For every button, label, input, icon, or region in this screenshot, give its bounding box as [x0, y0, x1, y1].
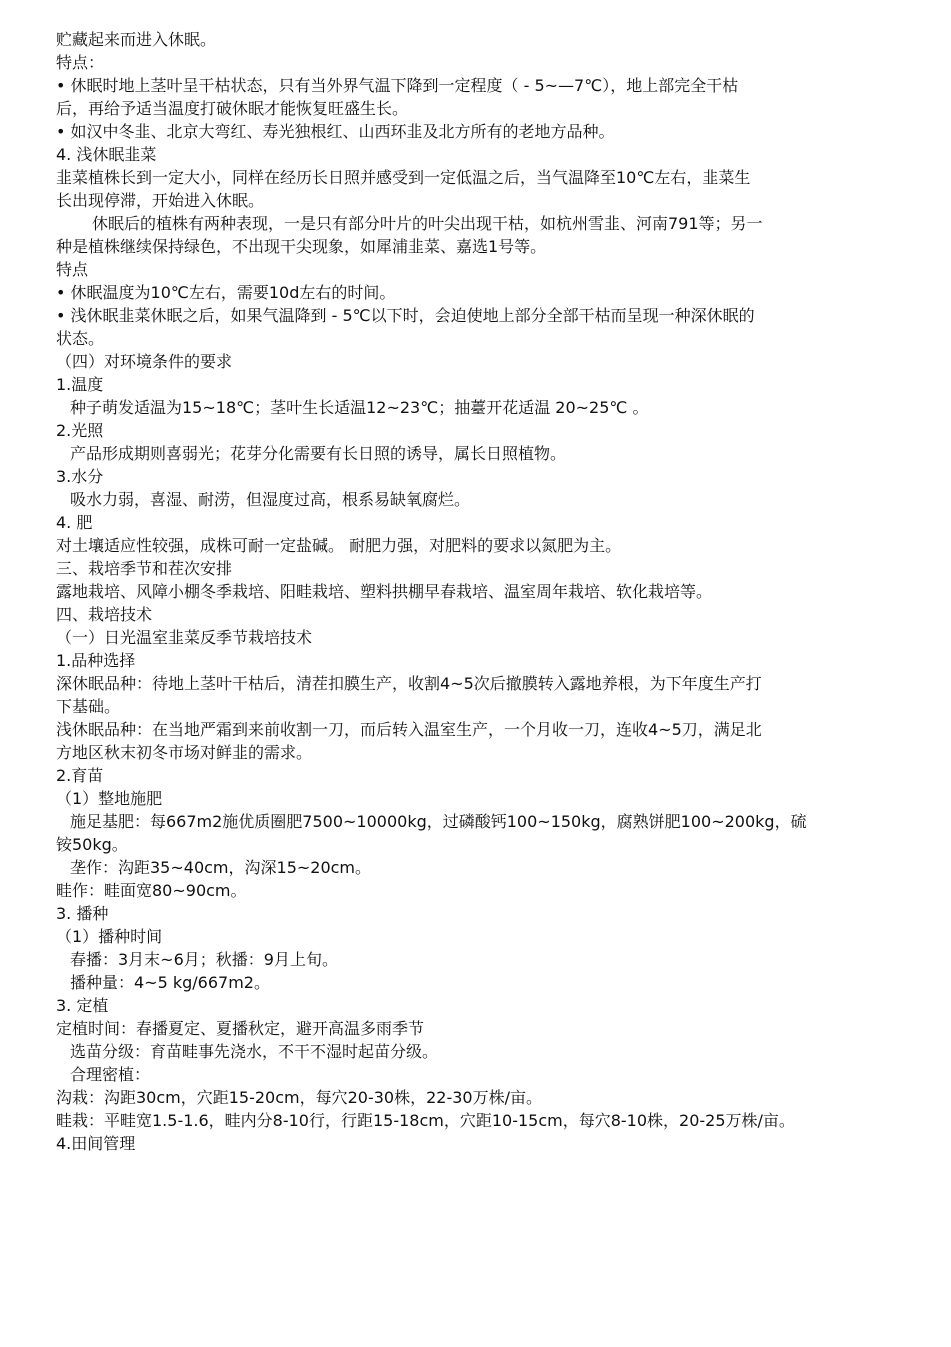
text-line: 种子萌发适温为15~18℃；茎叶生长适温12~23℃；抽薹开花适温 20~25℃ 。 — [70, 398, 649, 417]
bullet-line: • 浅休眠韭菜休眠之后，如果气温降到 - 5℃以下时，会迫使地上部分全部干枯而呈现一种深休眠的 — [56, 306, 755, 325]
section-heading: 四、栽培技术 — [56, 605, 153, 624]
text-line: 长出现停滞，开始进入休眠。 — [56, 191, 265, 210]
bullet-line: • 休眠时地上茎叶呈干枯状态，只有当外界气温下降到一定程度（ - 5~—7℃），地上部完全干枯 — [56, 76, 739, 95]
text-line: 浅休眠品种：在当地严霜到来前收割一刀，而后转入温室生产，一个月收一刀，连收4~5刀，满足北 — [56, 720, 762, 739]
section-heading: （1）播种时间 — [56, 927, 163, 946]
text-line: 状态。 — [56, 329, 105, 348]
text-line: 产品形成期则喜弱光；花芽分化需要有长日照的诱导，属长日照植物。 — [70, 444, 567, 463]
text-line: 特点 — [56, 260, 89, 279]
text-line: 深休眠品种：待地上茎叶干枯后，清茬扣膜生产，收割4~5次后撤膜转入露地养根，为下年度生产打 — [56, 674, 762, 693]
text-line: 后，再给予适当温度打破休眠才能恢复旺盛生长。 — [56, 99, 409, 118]
text-line: 贮藏起来而进入休眠。 — [56, 30, 217, 49]
section-heading: 4.田间管理 — [56, 1134, 136, 1153]
text-line: 合理密植： — [70, 1065, 151, 1084]
section-heading: 4. 浅休眠韭菜 — [56, 145, 157, 164]
bullet-line: • 休眠温度为10℃左右，需要10d左右的时间。 — [56, 283, 396, 302]
section-heading: 三、栽培季节和茬次安排 — [56, 559, 233, 578]
text-line: 方地区秋末初冬市场对鲜韭的需求。 — [56, 743, 313, 762]
text-line: 选苗分级：育苗畦事先浇水，不干不湿时起苗分级。 — [70, 1042, 439, 1061]
text-line: 下基础。 — [56, 697, 121, 716]
text-line: 播种量：4~5 kg/667m2。 — [70, 973, 270, 992]
text-line: 铵50kg。 — [56, 835, 128, 854]
section-heading: 3.水分 — [56, 467, 104, 486]
text-line: 种是植株继续保持绿色，不出现干尖现象，如犀浦韭菜、嘉选1号等。 — [56, 237, 547, 256]
text-line: 休眠后的植株有两种表现，一是只有部分叶片的叶尖出现干枯，如杭州雪韭、河南791等；另一 — [92, 214, 763, 233]
text-line: 对土壤适应性较强，成株可耐一定盐碱。 耐肥力强，对肥料的要求以氮肥为主。 — [56, 536, 622, 555]
section-heading: （四）对环境条件的要求 — [56, 352, 233, 371]
text-line: 吸水力弱，喜湿、耐涝，但湿度过高，根系易缺氧腐烂。 — [70, 490, 471, 509]
section-heading: 1.温度 — [56, 375, 104, 394]
section-heading: 3. 定植 — [56, 996, 109, 1015]
bullet-line: • 如汉中冬韭、北京大弯红、寿光独根红、山西环韭及北方所有的老地方品种。 — [56, 122, 615, 141]
text-line: 春播：3月末~6月；秋播：9月上旬。 — [70, 950, 338, 969]
text-line: 韭菜植株长到一定大小，同样在经历长日照并感受到一定低温之后，当气温降至10℃左右，韭菜生 — [56, 168, 751, 187]
text-line: 定植时间：春播夏定、夏播秋定，避开高温多雨季节 — [56, 1019, 425, 1038]
text-line: 垄作：沟距35~40cm，沟深15~20cm。 — [70, 858, 372, 877]
section-heading: （1）整地施肥 — [56, 789, 163, 808]
section-heading: 1.品种选择 — [56, 651, 136, 670]
section-heading: 2.光照 — [56, 421, 104, 440]
section-heading: 2.育苗 — [56, 766, 104, 785]
text-line: 畦栽：平畦宽1.5-1.6，畦内分8-10行，行距15-18cm，穴距10-15cm，每穴8-10株，20-25万株/亩。 — [56, 1111, 795, 1130]
text-line: 畦作：畦面宽80~90cm。 — [56, 881, 247, 900]
section-heading: 3. 播种 — [56, 904, 109, 923]
text-line: 沟栽：沟距30cm，穴距15-20cm，每穴20-30株，22-30万株/亩。 — [56, 1088, 542, 1107]
section-heading: （一）日光温室韭菜反季节栽培技术 — [56, 628, 313, 647]
text-line: 特点： — [56, 53, 105, 72]
section-heading: 4. 肥 — [56, 513, 93, 532]
text-line: 施足基肥：每667m2施优质圈肥7500~10000kg，过磷酸钙100~150kg，腐熟饼肥100~200kg，硫 — [70, 812, 807, 831]
text-line: 露地栽培、风障小棚冬季栽培、阳畦栽培、塑料拱棚早春栽培、温室周年栽培、软化栽培等。 — [56, 582, 713, 601]
